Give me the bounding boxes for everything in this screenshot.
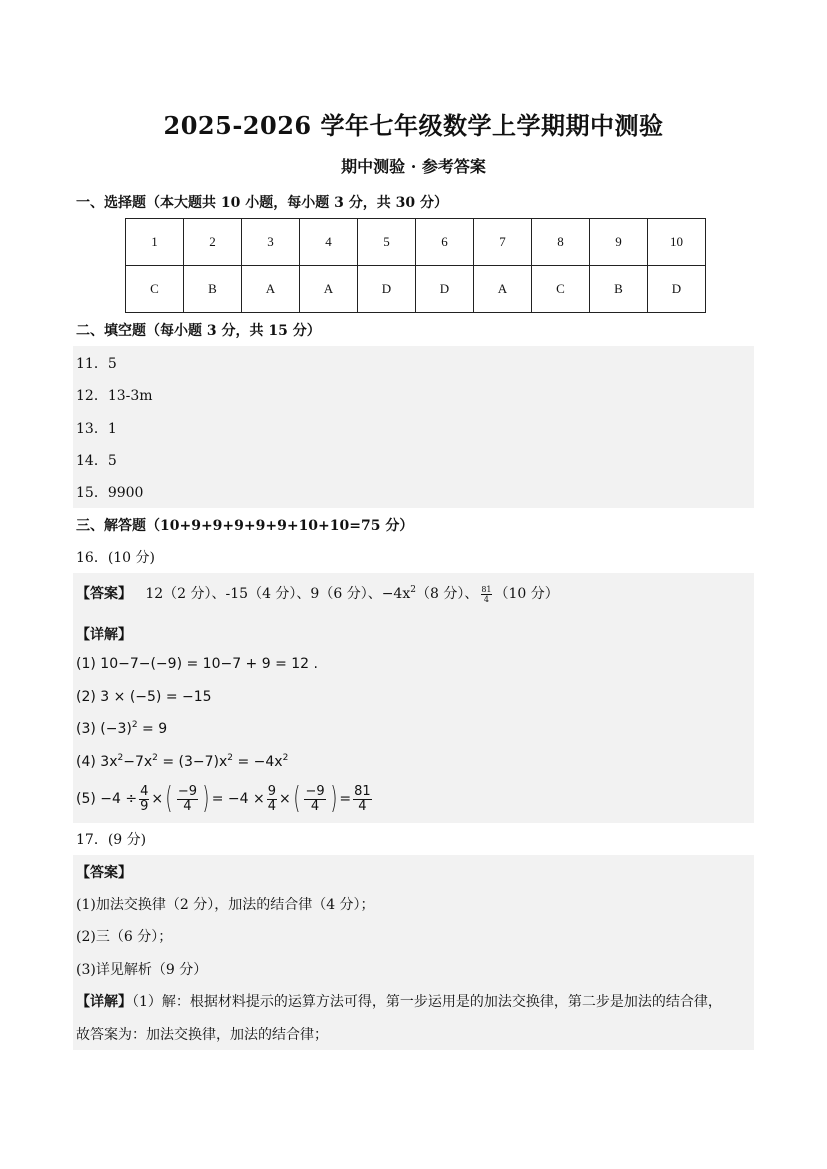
page-subtitle: 期中测验 · 参考答案 <box>341 157 486 176</box>
math-text: = 9 <box>137 721 168 737</box>
fraction-denominator: 9 <box>140 798 149 814</box>
math-text: −4 ÷ <box>100 791 138 807</box>
q16-step-3 <box>76 721 167 737</box>
math-text: −7x <box>123 754 153 770</box>
table-cell: C <box>532 266 590 313</box>
table-cell: D <box>358 266 416 313</box>
q17-solution-block <box>73 855 754 1050</box>
section1-heading: 一、选择题（本大题共 10 小题，每小题 3 分，共 30 分） <box>76 195 448 211</box>
q17-answer-2: (2)三（6 分）； <box>76 929 173 945</box>
q16-answer-line <box>76 583 559 604</box>
q16-step-4 <box>76 754 288 770</box>
fraction <box>177 785 198 814</box>
fraction-denominator: 4 <box>267 798 277 814</box>
fraction <box>304 785 325 814</box>
page-title: 2025-2026 学年七年级数学上学期期中测验 <box>163 111 664 140</box>
fraction-numerator: −9 <box>177 783 198 799</box>
table-cell: 6 <box>416 219 474 266</box>
math-text: = −4 × <box>211 791 265 807</box>
fraction-denominator: 4 <box>483 594 489 604</box>
choice-answer-table <box>125 218 706 313</box>
answer-label: 【答案】 <box>76 586 132 602</box>
table-cell: D <box>648 266 706 313</box>
math-text: (3) (−3) <box>76 721 132 737</box>
fraction-numerator: −9 <box>305 783 325 799</box>
q17-detail-2: 故答案为：加法交换律，加法的结合律； <box>76 1027 328 1043</box>
superscript: 2 <box>117 753 124 763</box>
table-cell: A <box>300 266 358 313</box>
table-cell: 10 <box>648 219 706 266</box>
right-paren: ) <box>330 781 338 816</box>
math-text: (5) <box>76 791 96 807</box>
table-cell: 9 <box>590 219 648 266</box>
math-text: = (3−7)x <box>157 754 228 770</box>
q16-step-1: (1) 10−7−(−9) = 10−7 + 9 = 12 . <box>76 656 318 672</box>
q17-detail-1 <box>76 991 722 1011</box>
table-cell: 4 <box>300 219 358 266</box>
section3-heading: 三、解答题（10+9+9+9+9+9+10+10=75 分） <box>76 518 414 534</box>
fraction <box>267 785 277 814</box>
fraction-numerator: 81 <box>481 584 492 594</box>
fill-in-answers-block <box>73 346 754 508</box>
fraction-denominator: 4 <box>358 798 367 814</box>
table-cell: D <box>416 266 474 313</box>
left-paren: ( <box>165 781 173 816</box>
superscript: 2 <box>227 753 234 763</box>
fraction <box>353 785 372 814</box>
table-cell: 5 <box>358 219 416 266</box>
fraction <box>139 785 149 814</box>
superscript: 2 <box>152 753 158 763</box>
q16-heading: 16．(10 分) <box>76 550 156 566</box>
list-item: 14．5 <box>76 453 117 469</box>
q17-answer-3: (3)详见解析（9 分） <box>76 962 208 978</box>
fraction-denominator: 4 <box>310 798 320 814</box>
table-cell: 3 <box>242 219 300 266</box>
detail-label: 【详解】 <box>76 994 132 1010</box>
table-cell: A <box>242 266 300 313</box>
section2-heading: 二、填空题（每小题 3 分，共 15 分） <box>76 323 321 339</box>
table-cell: 2 <box>184 219 242 266</box>
list-item: 15．9900 <box>76 485 144 501</box>
table-cell: B <box>184 266 242 313</box>
fraction-numerator: 4 <box>140 783 149 799</box>
detail-label: 【详解】 <box>76 627 132 643</box>
superscript: 2 <box>410 585 416 595</box>
table-row-answers <box>126 266 706 313</box>
math-text: = <box>339 791 352 807</box>
math-text: × <box>279 791 291 807</box>
table-row-numbers <box>126 219 706 266</box>
table-cell: A <box>474 266 532 313</box>
detail-text: （1）解：根据材料提示的运算方法可得，第一步运用是的加法交换律，第二步是加法的结合律， <box>132 994 722 1010</box>
right-paren: ) <box>202 781 210 816</box>
answer-text: 12（2 分）、-15（4 分）、9（6 分）、−4x <box>145 586 411 602</box>
math-text: (4) 3x <box>76 754 118 770</box>
table-cell: 7 <box>474 219 532 266</box>
table-cell: 1 <box>126 219 184 266</box>
superscript: 2 <box>131 720 138 730</box>
left-paren: ( <box>293 781 301 816</box>
table-cell: B <box>590 266 648 313</box>
list-item: 11．5 <box>76 356 117 372</box>
superscript: 2 <box>282 753 289 763</box>
fraction-numerator: 9 <box>267 783 277 799</box>
list-item: 13．1 <box>76 421 117 437</box>
q16-step-2: (2) 3 × (−5) = −15 <box>76 689 212 705</box>
list-item: 12．13-3m <box>76 388 153 404</box>
table-cell: 8 <box>532 219 590 266</box>
math-text: × <box>151 791 164 807</box>
fraction-denominator: 4 <box>183 798 192 814</box>
answer-text: （10 分） <box>494 586 559 602</box>
fraction-numerator: 81 <box>354 783 371 799</box>
fraction <box>481 585 491 604</box>
q16-step-5 <box>76 779 374 819</box>
table-cell: C <box>126 266 184 313</box>
math-text: = −4x <box>233 754 283 770</box>
q17-heading: 17．(9 分) <box>76 832 147 848</box>
q17-answer-1: (1)加法交换律（2 分），加法的结合律（4 分）； <box>76 897 375 913</box>
answer-text: （8 分）、 <box>415 586 479 602</box>
answer-label: 【答案】 <box>76 865 132 881</box>
